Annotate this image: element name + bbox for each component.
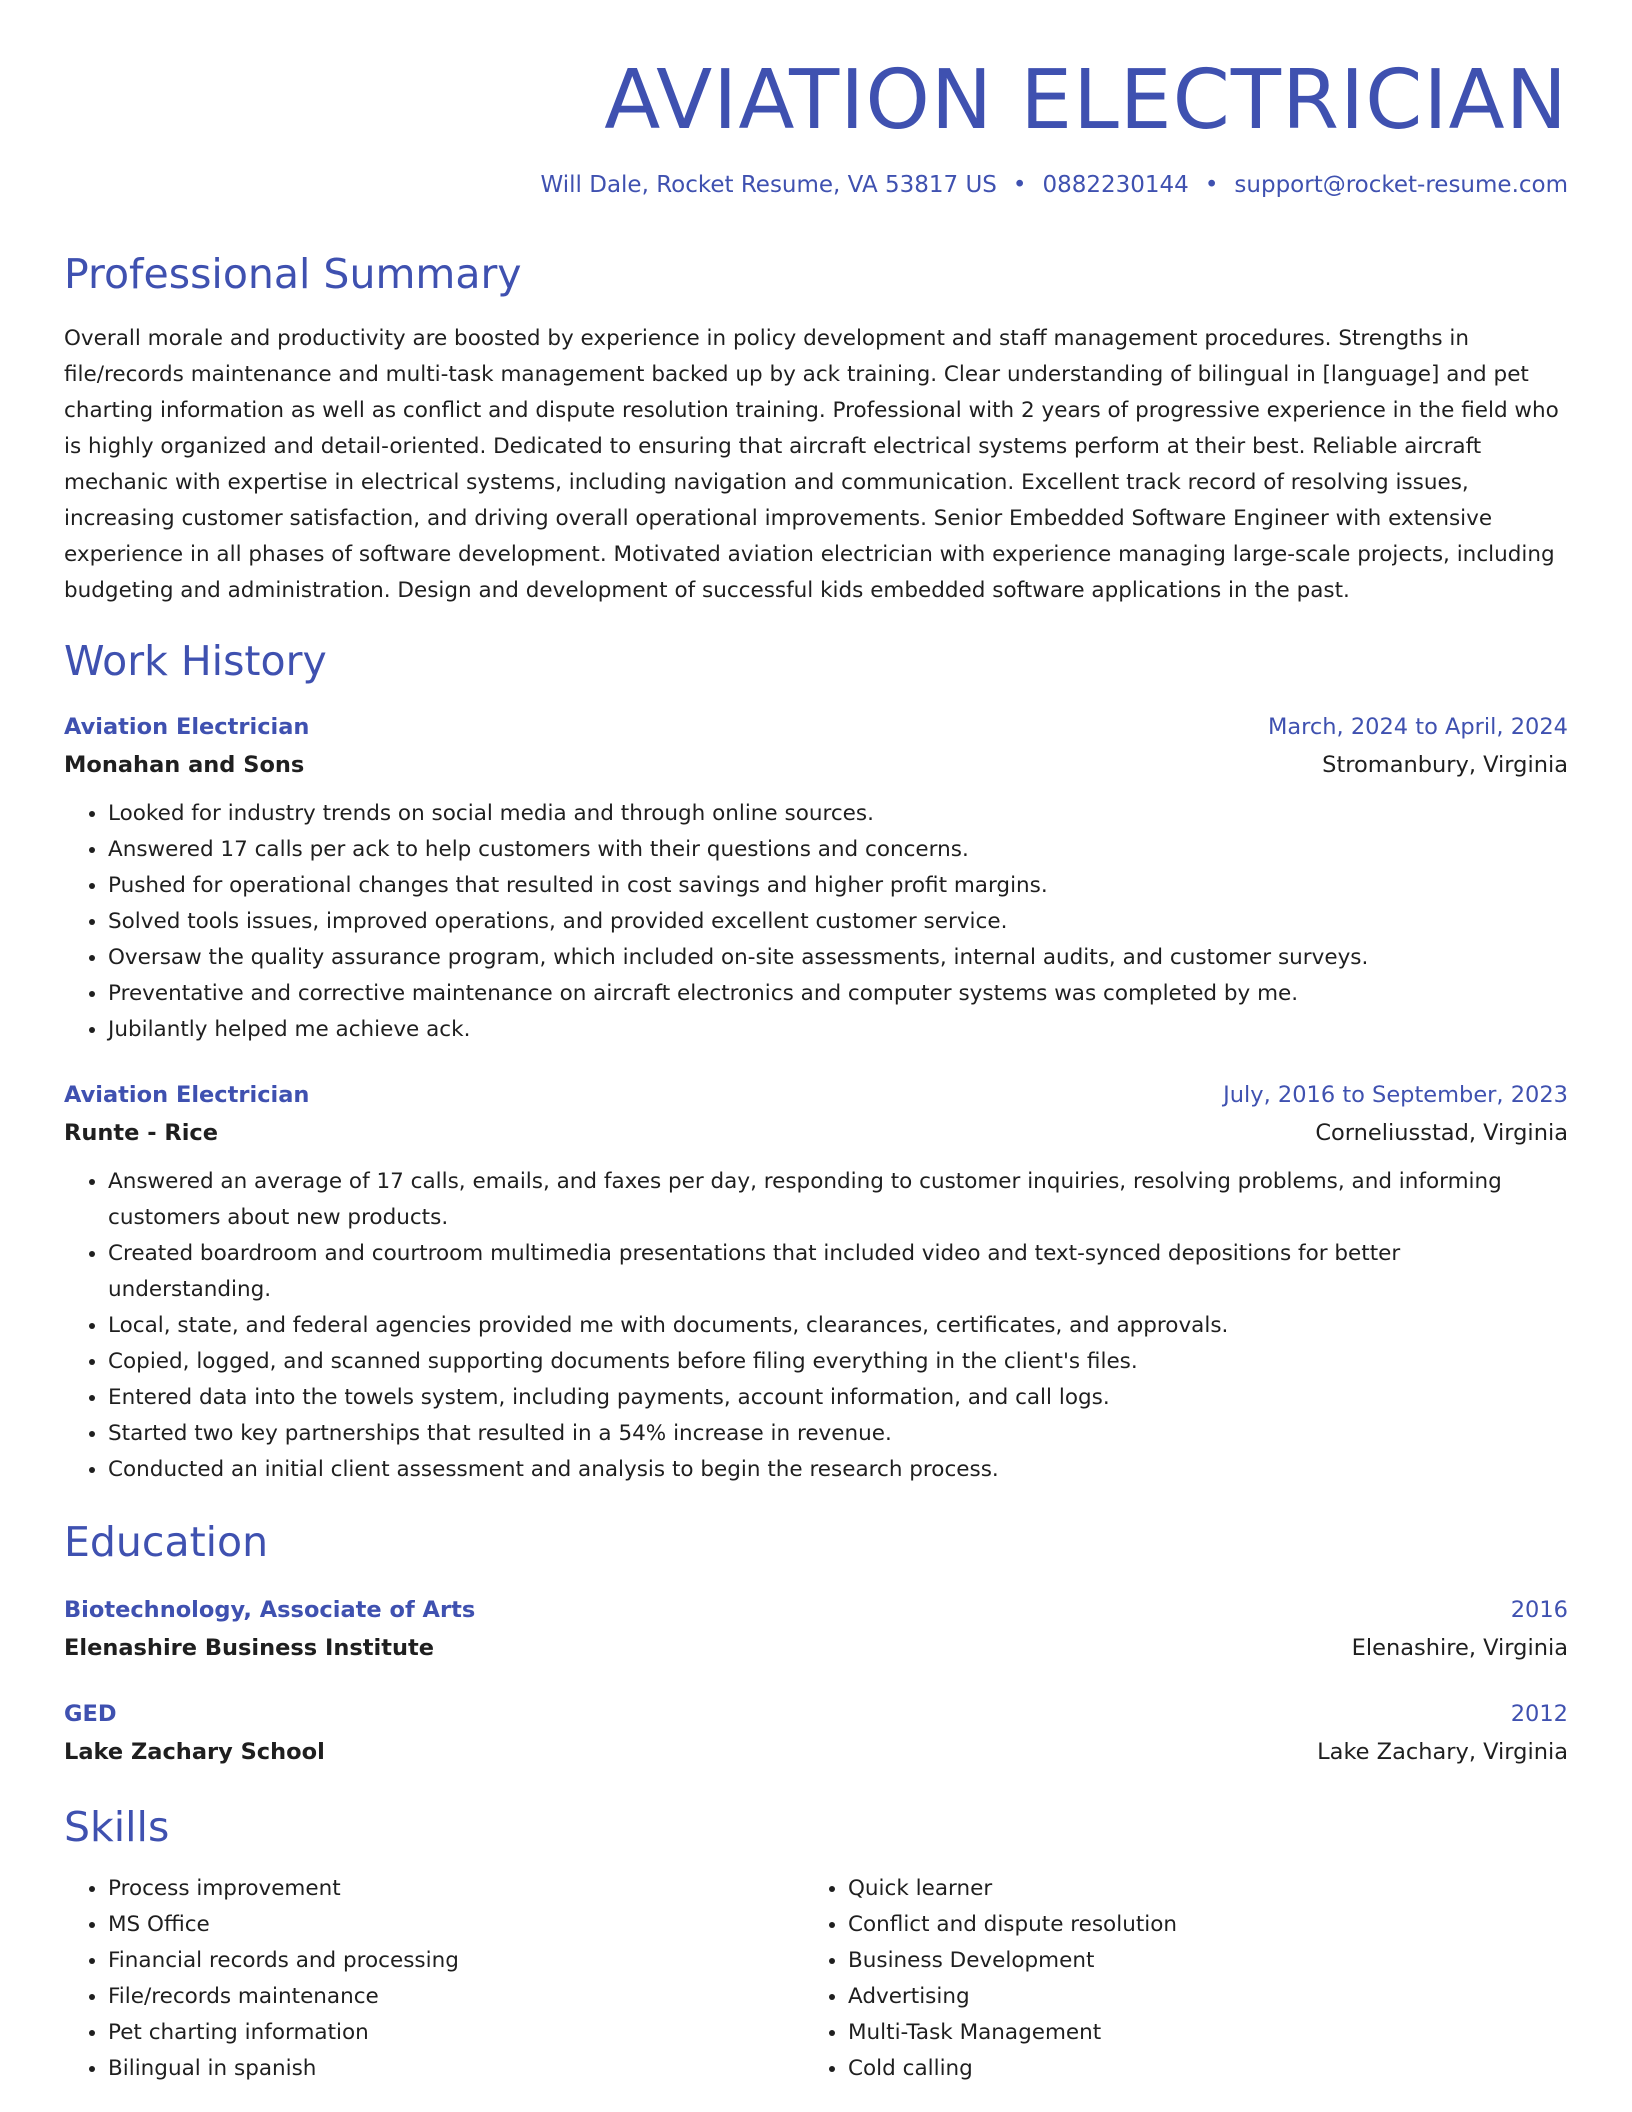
education-degree: Biotechnology, Associate of Arts <box>64 1597 476 1624</box>
education-degree: GED <box>64 1701 117 1728</box>
job-bullet: • Pushed for operational changes that resulted in cost savings and higher profit margins. <box>108 868 1568 904</box>
skill-item: • Conflict and dispute resolution <box>848 1907 1544 1943</box>
skill-item: • Bilingual in spanish <box>108 2051 804 2087</box>
skill-item: • Business Development <box>848 1943 1544 1979</box>
job-bullet: • Conducted an initial client assessment and analysis to begin the research process. <box>108 1452 1568 1488</box>
job-entry <box>64 708 1568 1048</box>
job-bullet: • Solved tools issues, improved operations, and provided excellent customer service. <box>108 904 1568 940</box>
education-location: Lake Zachary, Virginia <box>1317 1739 1568 1766</box>
job-bullet: • Local, state, and federal agencies provided me with documents, clearances, certificates, and approvals. <box>108 1308 1568 1344</box>
resume-name: AVIATION ELECTRICIAN <box>604 53 1568 148</box>
job-bullet-list <box>64 796 1568 1048</box>
job-bullet: • Jubilantly helped me achieve ack. <box>108 1012 1568 1048</box>
job-entry <box>64 1076 1568 1488</box>
summary-heading: Professional Summary <box>64 249 522 298</box>
contact-separator: • <box>1012 172 1027 199</box>
skill-item: • Advertising <box>848 1979 1544 2015</box>
job-title: Aviation Electrician <box>64 1082 310 1109</box>
contact-email[interactable]: support@rocket-resume.com <box>1234 172 1568 199</box>
work-history-heading: Work History <box>64 636 327 685</box>
contact-separator: • <box>1204 172 1219 199</box>
job-bullet: • Oversaw the quality assurance program, which included on-site assessments, internal audits, and customer surveys. <box>108 940 1568 976</box>
job-title: Aviation Electrician <box>64 714 310 741</box>
job-bullet: • Answered 17 calls per ack to help customers with their questions and concerns. <box>108 832 1568 868</box>
skills-heading: Skills <box>64 1803 170 1852</box>
job-dates: July, 2016 to September, 2023 <box>1223 1082 1568 1109</box>
job-bullet: • Copied, logged, and scanned supporting documents before filing everything in the client's files. <box>108 1344 1568 1380</box>
contact-address: Will Dale, Rocket Resume, VA 53817 US <box>540 172 997 199</box>
education-entry <box>64 1591 1568 1667</box>
education-entry <box>64 1695 1568 1771</box>
education-school: Elenashire Business Institute <box>64 1635 435 1662</box>
education-year: 2016 <box>1510 1597 1568 1624</box>
job-bullet: • Preventative and corrective maintenance on aircraft electronics and computer systems was completed by me. <box>108 976 1568 1012</box>
skill-item: • Financial records and processing <box>108 1943 804 1979</box>
education-location: Elenashire, Virginia <box>1351 1635 1568 1662</box>
skills-column-right <box>804 1871 1544 2087</box>
skills-grid <box>64 1871 1568 2087</box>
job-bullet: • Started two key partnerships that resulted in a 54% increase in revenue. <box>108 1416 1568 1452</box>
education-heading: Education <box>64 1518 269 1567</box>
skill-item: • Process improvement <box>108 1871 804 1907</box>
skills-column-left <box>64 1871 804 2087</box>
job-bullet: • Created boardroom and courtroom multimedia presentations that included video and text-synced depositions for better understanding. <box>108 1236 1568 1308</box>
skill-item: • MS Office <box>108 1907 804 1943</box>
job-bullet: • Looked for industry trends on social media and through online sources. <box>108 796 1568 832</box>
job-bullet: • Entered data into the towels system, including payments, account information, and call logs. <box>108 1380 1568 1416</box>
skill-item: • Cold calling <box>848 2051 1544 2087</box>
job-employer: Monahan and Sons <box>64 752 305 779</box>
education-school: Lake Zachary School <box>64 1739 325 1766</box>
education-year: 2012 <box>1510 1701 1568 1728</box>
job-location: Stromanbury, Virginia <box>1322 752 1568 779</box>
job-employer: Runte - Rice <box>64 1120 219 1147</box>
job-bullet: • Answered an average of 17 calls, emails, and faxes per day, responding to customer inquiries, resolving problems, and informing customers about new products. <box>108 1164 1568 1236</box>
skill-item: • Pet charting information <box>108 2015 804 2051</box>
job-dates: March, 2024 to April, 2024 <box>1267 714 1568 741</box>
job-bullet-list <box>64 1164 1568 1488</box>
contact-line <box>64 172 1568 200</box>
contact-phone: 0882230144 <box>1042 172 1189 199</box>
skill-item: • Multi-Task Management <box>848 2015 1544 2051</box>
job-location: Corneliusstad, Virginia <box>1315 1120 1568 1147</box>
skill-item: • Quick learner <box>848 1871 1544 1907</box>
summary-text: Overall morale and productivity are boosted by experience in policy development and staff management procedures. Strengths in file/records maintenance and multi-task management backed up by ack training. Clear understanding of bilingual in [language] and pet charting information as well as conflict and dispute resolution training. Professional with 2 years of progressive experience in the field who is highly organized and detail-oriented. Dedicated to ensuring that aircraft electrical systems perform at their best. Reliable aircraft mechanic with expertise in electrical systems, including navigation and communication. Excellent track record of resolving issues, increasing customer satisfaction, and driving overall operational improvements. Senior Embedded Software Engineer with extensive experience in all phases of software development. Motivated aviation electrician with experience managing large-scale projects, including budgeting and administration. Design and development of successful kids embedded software applications in the past. <box>64 325 1559 603</box>
skill-item: • File/records maintenance <box>108 1979 804 2015</box>
